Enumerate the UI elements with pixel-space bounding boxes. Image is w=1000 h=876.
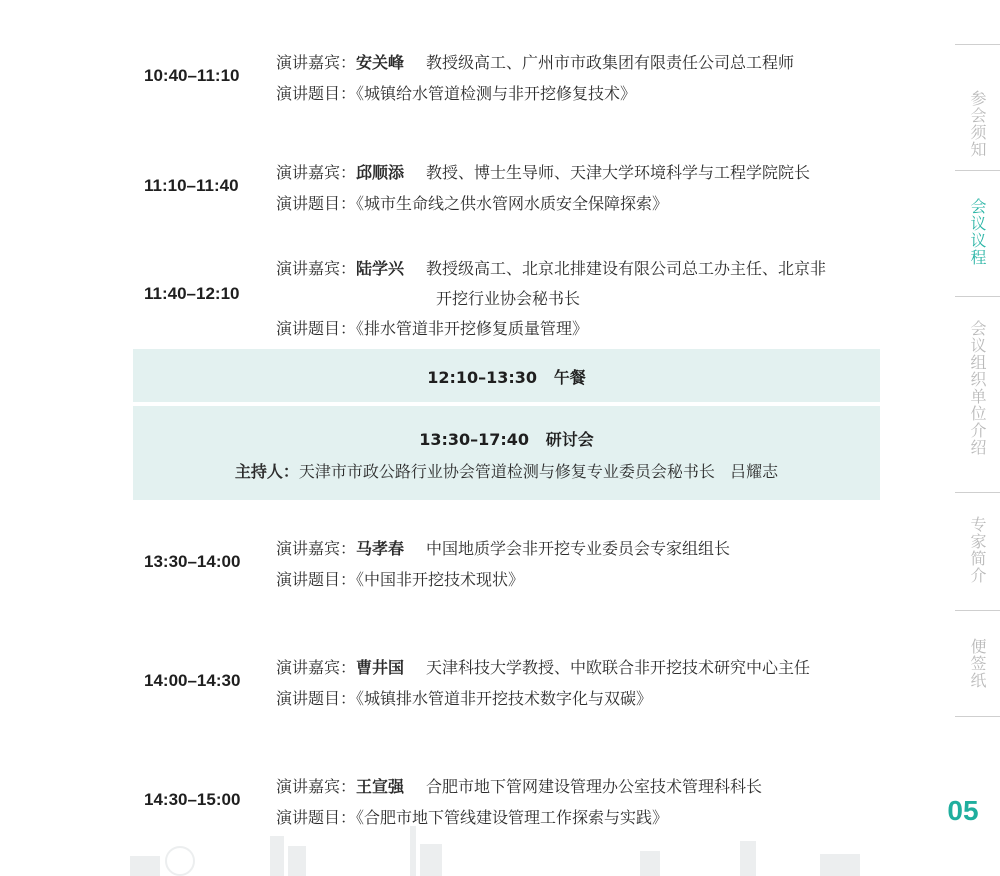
- seminar-label: 研讨会: [545, 430, 594, 449]
- speaker-name: 马孝春: [356, 539, 405, 558]
- session-time: 10:40–11:10: [144, 66, 240, 85]
- nav-divider: [955, 170, 1000, 171]
- speaker-label: 演讲嘉宾：: [276, 777, 357, 796]
- topic-line: [276, 81, 636, 104]
- seminar-time: 13:30–17:40: [419, 430, 530, 449]
- side-nav: [955, 0, 1000, 876]
- session-1: [140, 48, 880, 108]
- page-number: 05: [947, 795, 979, 826]
- topic-line: [276, 316, 588, 339]
- speaker-label: 演讲嘉宾：: [276, 53, 357, 72]
- session-3: [140, 252, 880, 342]
- nav-divider: [955, 610, 1000, 611]
- nav-item-experts[interactable]: 专家简介: [968, 516, 987, 584]
- speaker-name: 邱顺添: [356, 163, 405, 182]
- speaker-name: 陆学兴: [356, 259, 405, 278]
- nav-item-notice[interactable]: 参会须知: [968, 90, 987, 158]
- topic-label: 演讲题目：: [276, 808, 357, 827]
- topic-line: [276, 191, 668, 214]
- speaker-line: [276, 160, 810, 183]
- speaker-title: 中国地质学会非开挖专业委员会专家组组长: [426, 539, 731, 558]
- host-line: [133, 459, 880, 482]
- session-5: [140, 653, 880, 713]
- speaker-label: 演讲嘉宾：: [276, 539, 357, 558]
- seminar-line: [133, 427, 880, 450]
- speaker-label: 演讲嘉宾：: [276, 163, 357, 182]
- session-time: 14:30–15:00: [144, 790, 241, 809]
- topic-label: 演讲题目：: [276, 689, 357, 708]
- seminar-band: [133, 406, 880, 500]
- topic-text: 《合肥市地下管线建设管理工作探索与实践》: [356, 808, 669, 827]
- speaker-title: 教授级高工、北京北排建设有限公司总工办主任、北京非: [426, 259, 827, 278]
- speaker-label: 演讲嘉宾：: [276, 658, 357, 677]
- topic-text: 《城镇给水管道检测与非开挖修复技术》: [356, 84, 637, 103]
- host-name: 吕耀志: [730, 462, 779, 481]
- nav-item-agenda[interactable]: 会议议程: [968, 198, 987, 266]
- lunch-line: [133, 365, 880, 388]
- topic-label: 演讲题目：: [276, 319, 357, 338]
- session-4: [140, 534, 880, 594]
- session-time: 11:10–11:40: [144, 176, 239, 195]
- speaker-line: [276, 50, 794, 73]
- speaker-line: [276, 256, 826, 279]
- nav-item-notes[interactable]: 便签纸: [968, 638, 987, 689]
- speaker-title: 教授、博士生导师、天津大学环境科学与工程学院院长: [426, 163, 811, 182]
- topic-text: 《中国非开挖技术现状》: [356, 570, 525, 589]
- topic-text: 《排水管道非开挖修复质量管理》: [356, 319, 589, 338]
- session-2: [140, 158, 880, 218]
- skyline-decoration: [120, 816, 880, 876]
- lunch-time: 12:10–13:30: [427, 368, 538, 387]
- speaker-title: 天津科技大学教授、中欧联合非开挖技术研究中心主任: [426, 658, 811, 677]
- nav-item-organizers[interactable]: 会议组织单位介绍: [968, 320, 987, 456]
- lunch-label: 午餐: [553, 368, 586, 387]
- topic-label: 演讲题目：: [276, 194, 357, 213]
- topic-line: [276, 567, 524, 590]
- topic-line: [276, 686, 652, 709]
- speaker-title: 合肥市地下管网建设管理办公室技术管理科科长: [426, 777, 763, 796]
- nav-divider: [955, 492, 1000, 493]
- speaker-line: [276, 774, 762, 797]
- nav-divider: [955, 44, 1000, 45]
- speaker-title: 教授级高工、广州市市政集团有限责任公司总工程师: [426, 53, 795, 72]
- lunch-band: [133, 349, 880, 402]
- topic-text: 《城市生命线之供水管网水质安全保障探索》: [356, 194, 669, 213]
- session-time: 14:00–14:30: [144, 671, 241, 690]
- host-label: 主持人：: [234, 462, 299, 481]
- host-desc: 天津市市政公路行业协会管道检测与修复专业委员会秘书长: [298, 462, 715, 481]
- speaker-line: [276, 536, 730, 559]
- nav-divider: [955, 296, 1000, 297]
- speaker-title-cont: 开挖行业协会秘书长: [436, 289, 581, 308]
- topic-label: 演讲题目：: [276, 570, 357, 589]
- speaker-name: 安关峰: [356, 53, 405, 72]
- session-time: 13:30–14:00: [144, 552, 241, 571]
- topic-label: 演讲题目：: [276, 84, 357, 103]
- session-time: 11:40–12:10: [144, 284, 240, 303]
- nav-divider: [955, 716, 1000, 717]
- speaker-label: 演讲嘉宾：: [276, 259, 357, 278]
- topic-text: 《城镇排水管道非开挖技术数字化与双碳》: [356, 689, 653, 708]
- speaker-name: 曹井国: [356, 658, 405, 677]
- speaker-line: [276, 655, 810, 678]
- speaker-name: 王宣强: [356, 777, 405, 796]
